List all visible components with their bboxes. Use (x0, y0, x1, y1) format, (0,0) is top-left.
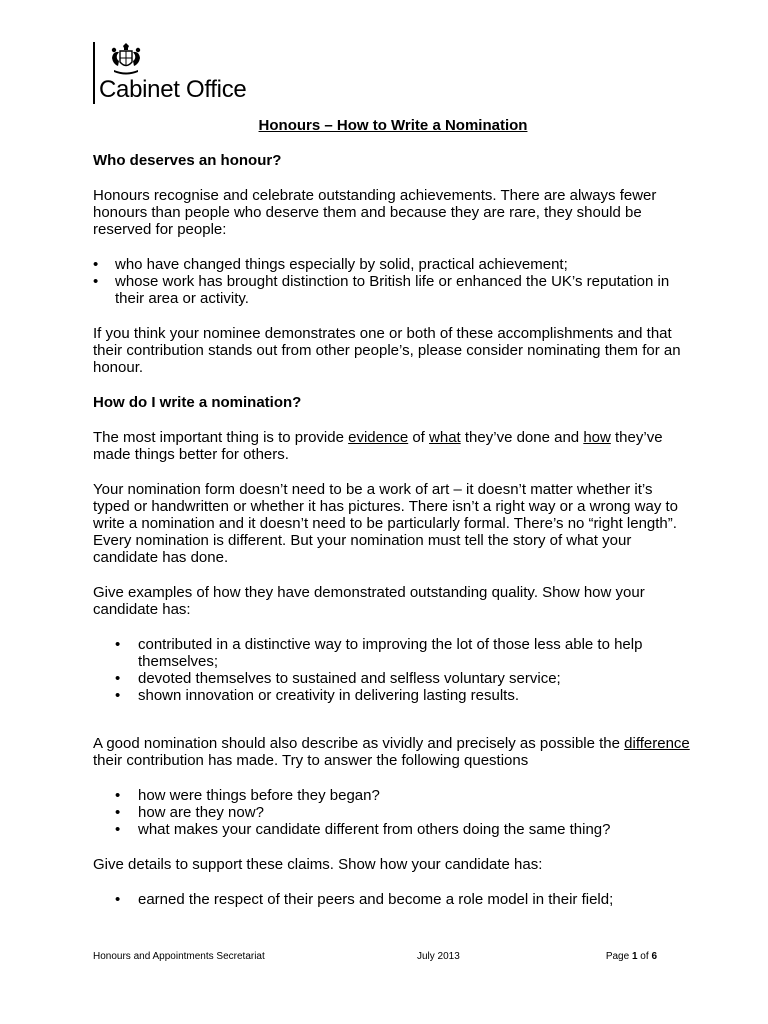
bullet-list-questions (93, 787, 693, 838)
footer-secretariat: Honours and Appointments Secretariat (93, 951, 265, 962)
logo-divider-bar (93, 42, 95, 104)
list-item: • whose work has brought distinction to British life or enhanced the UK’s reputation in their area or activity. (93, 273, 693, 307)
bullet-list-qualities (93, 636, 693, 704)
heading-how-to-write: How do I write a nomination? (93, 394, 302, 411)
list-item: • contributed in a distinctive way to improving the lot of those less able to help themselves; (138, 636, 693, 670)
paragraph-intro: Honours recognise and celebrate outstanding achievements. There are always fewer honours than people who deserve them and because they are rare, they should be reserved for people: (93, 187, 657, 238)
royal-coat-of-arms-icon (108, 42, 144, 76)
list-item: • what makes your candidate different from others doing the same thing? (138, 821, 693, 838)
list-item: • who have changed things especially by solid, practical achievement; (93, 256, 693, 273)
paragraph-give-examples: Give examples of how they have demonstrated outstanding quality. Show how your candidate has: (93, 584, 645, 618)
bullet-list-criteria (93, 256, 693, 307)
underlined-what: what (429, 429, 461, 446)
list-item: • how were things before they began? (138, 787, 693, 804)
list-item: • earned the respect of their peers and become a role model in their field; (138, 891, 693, 908)
paragraph-evidence: The most important thing is to provide evidence of what they’ve done and how they’ve made things better for others. (93, 429, 663, 463)
footer-date: July 2013 (417, 951, 460, 962)
paragraph-support-claims: Give details to support these claims. Show how your candidate has: (93, 856, 543, 873)
bullet-list-respect (93, 891, 693, 908)
paragraph-consider-nominating: If you think your nominee demonstrates one or both of these accomplishments and that their contribution stands out from other people’s, please consider nominating them for an honour. (93, 325, 681, 376)
underlined-evidence: evidence (348, 429, 409, 446)
underlined-difference: difference (624, 735, 690, 752)
org-name: Cabinet Office (99, 76, 247, 103)
list-item: • devoted themselves to sustained and selfless voluntary service; (138, 670, 693, 687)
list-item: • shown innovation or creativity in delivering lasting results. (138, 687, 693, 704)
underlined-how: how (583, 429, 611, 446)
document-body (93, 110, 693, 908)
heading-who-deserves: Who deserves an honour? (93, 152, 282, 169)
footer-page-number: Page 1 of 6 (605, 951, 657, 962)
paragraph-form-format: Your nomination form doesn’t need to be a work of art – it doesn’t matter whether it’s typed or handwritten or whether it has pictures. There isn’t a right way or a wrong way to write a nomination and it doesn’t need to be particularly formal. There’s no “right length”. Every nomination is different. But your nomination must tell the story of what your candidate has done. (93, 481, 679, 566)
document-title: Honours – How to Write a Nomination (258, 117, 528, 134)
paragraph-difference: A good nomination should also describe as vividly and precisely as possible the difference their contribution has made. Try to answer the following questions (93, 735, 690, 769)
list-item: • how are they now? (138, 804, 693, 821)
